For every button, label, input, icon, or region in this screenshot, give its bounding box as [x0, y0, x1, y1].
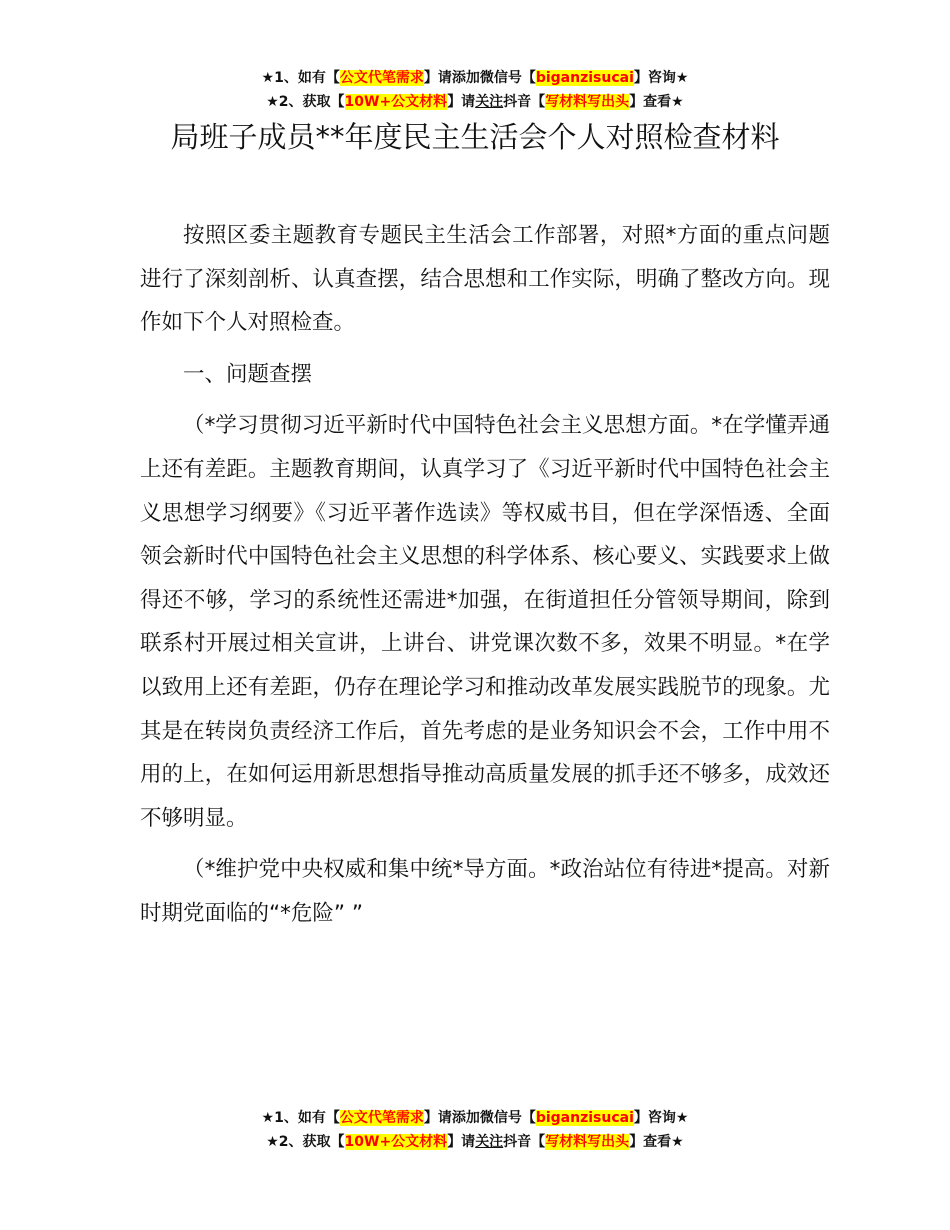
- intro-paragraph: 按照区委主题教育专题民主生活会工作部署，对照*方面的重点问题进行了深刻剖析、认真查摆，结合思想和工作实际，明确了整改方向。现作如下个人对照检查。: [140, 223, 830, 336]
- header-highlight-ghostwriting: 公文代笔需求: [339, 70, 424, 86]
- footer-highlight-douyin: 写材料写出头: [545, 1134, 630, 1150]
- document-body: [140, 214, 830, 944]
- footer-ad-banner: [0, 1106, 950, 1154]
- paragraph-central-authority: （*维护党中央权威和集中统*导方面。*政治站位有待进*提高。对新时期党面临的“*危险” ”: [140, 857, 830, 926]
- header-highlight-materials: 10W+公文材料: [344, 94, 448, 110]
- header-highlight-douyin: 写材料写出头: [545, 94, 630, 110]
- footer-highlight-wechat-id: biganzisucai: [535, 1110, 634, 1126]
- footer-banner-line-2: ★2、获取【10W+公文材料】请关注抖音【写材料写出头】查看★: [266, 1134, 684, 1150]
- footer-follow-underlined: 关注: [475, 1134, 504, 1150]
- document-title: 局班子成员**年度民主生活会个人对照检查材料: [170, 120, 780, 154]
- footer-highlight-ghostwriting: 公文代笔需求: [339, 1110, 424, 1126]
- footer-banner-line-1: ★1、如有【公文代笔需求】请添加微信号【biganzisucai】咨询★: [261, 1110, 689, 1126]
- header-follow-underlined: 关注: [475, 94, 504, 110]
- section-heading-problems: 一、问题查摆: [183, 361, 313, 387]
- header-highlight-wechat-id: biganzisucai: [535, 70, 634, 86]
- header-ad-banner: [0, 66, 950, 114]
- footer-highlight-materials: 10W+公文材料: [344, 1134, 448, 1150]
- paragraph-study-thought: （*学习贯彻习近平新时代中国特色社会主义思想方面。*在学懂弄通上还有差距。主题教育期间，认真学习了《习近平新时代中国特色社会主义思想学习纲要》《习近平著作选读》等权威书目，但在学深悟透、全面领会新时代中国特色社会主义思想的科学体系、核心要义、实践要求上做得还不够，学习的系统性还需进*加强，在街道担任分管领导期间，除到联系村开展过相关宣讲，上讲台、讲党课次数不多，效果不明显。*在学以致用上还有差距，仍存在理论学习和推动改革发展实践脱节的现象。尤其是在转岗负责经济工作后，首先考虑的是业务知识会不会，工作中用不用的上，在如何运用新思想指导推动高质量发展的抓手还不够多，成效还不够明显。: [140, 413, 830, 831]
- header-banner-line-1: ★1、如有【公文代笔需求】请添加微信号【biganzisucai】咨询★: [261, 70, 689, 86]
- header-banner-line-2: ★2、获取【10W+公文材料】请关注抖音【写材料写出头】查看★: [266, 94, 684, 110]
